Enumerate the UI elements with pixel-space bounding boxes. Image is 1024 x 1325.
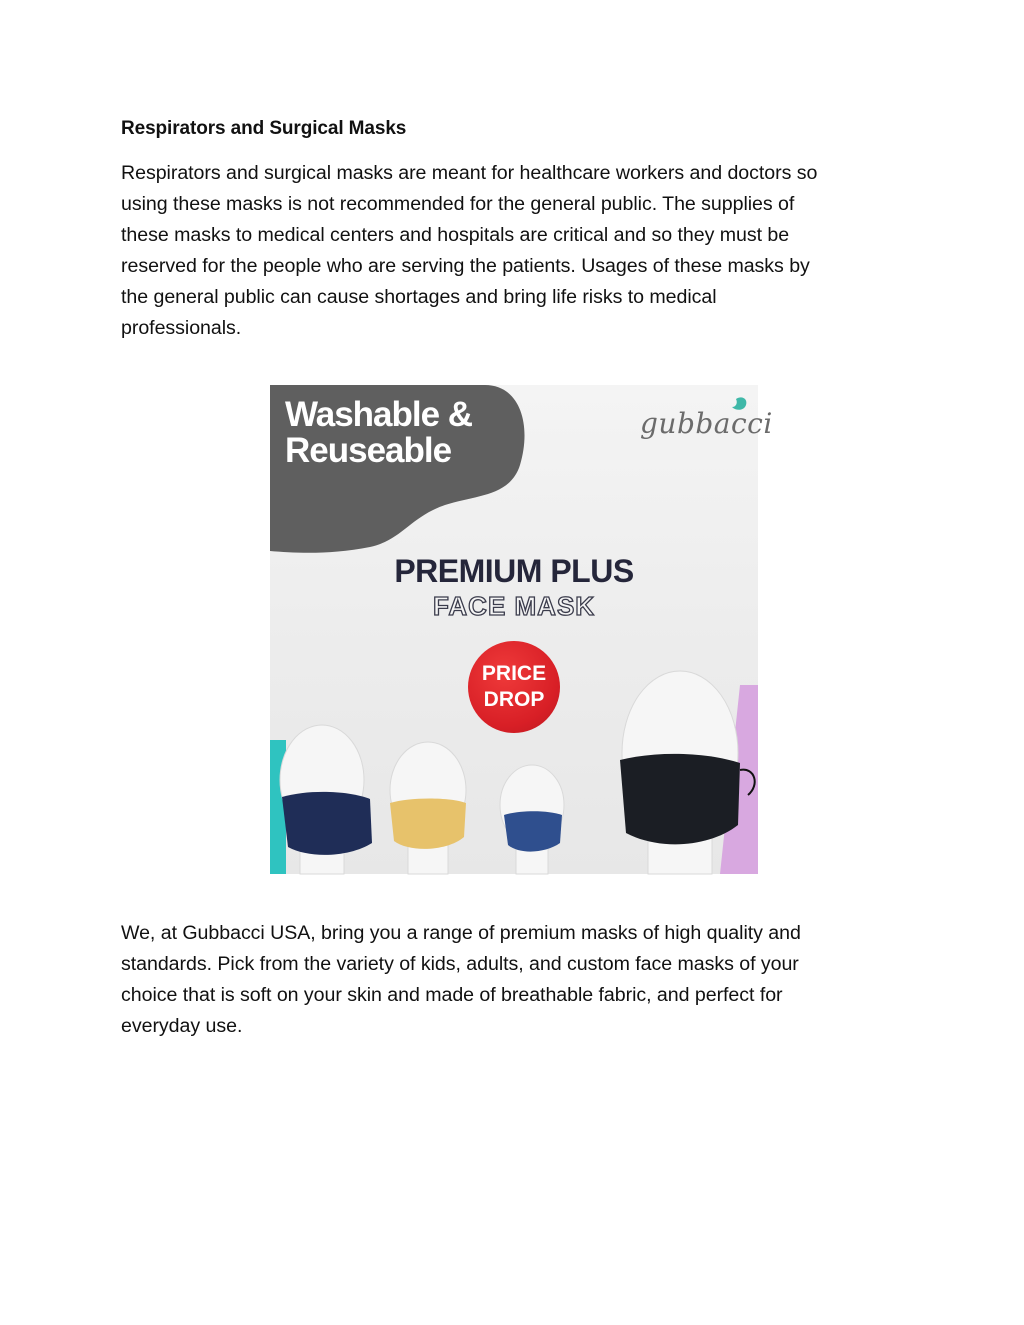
- paragraph-line: everyday use.: [121, 1015, 243, 1037]
- paragraph-line: professionals.: [121, 317, 242, 339]
- ad-headline-line: Washable &: [285, 395, 473, 434]
- badge-line: PRICE: [481, 662, 547, 685]
- paragraph-line: standards. Pick from the variety of kids, adults, and custom face masks of your: [121, 953, 799, 975]
- paragraph-line: reserved for the people who are serving the patients. Usages of these masks by: [121, 255, 810, 277]
- ad-subtitle: FACE MASK: [432, 591, 596, 621]
- ad-title: PREMIUM PLUS: [394, 553, 634, 589]
- badge-line: DROP: [483, 688, 545, 711]
- paragraph-line: Respirators and surgical masks are meant for healthcare workers and doctors so: [121, 162, 818, 184]
- intro-paragraph: [121, 158, 901, 344]
- paragraph-line: We, at Gubbacci USA, bring you a range of premium masks of high quality and: [121, 922, 801, 944]
- closing-paragraph: [121, 918, 901, 1042]
- paragraph-line: choice that is soft on your skin and made of breathable fabric, and perfect for: [121, 984, 783, 1006]
- paragraph-line: the general public can cause shortages and bring life risks to medical: [121, 286, 717, 308]
- brand-logo: gubbacci: [640, 407, 773, 440]
- black-mask-icon: [620, 754, 740, 845]
- intro-section: [121, 118, 901, 344]
- yellow-mask-icon: [390, 799, 466, 849]
- mask-advertisement-image: [270, 385, 773, 874]
- paragraph-line: using these masks is not recommended for the general public. The supplies of: [121, 193, 795, 215]
- ad-headline-line: Reuseable: [285, 431, 452, 470]
- paragraph-line: these masks to medical centers and hospitals are critical and so they must be: [121, 224, 790, 246]
- price-drop-badge: [468, 641, 560, 733]
- closing-section: [121, 918, 901, 1042]
- navy-mask-icon: [282, 792, 372, 855]
- blue-mask-icon: [504, 811, 562, 851]
- ad-headline: [285, 397, 472, 469]
- section-heading: Respirators and Surgical Masks: [121, 118, 407, 139]
